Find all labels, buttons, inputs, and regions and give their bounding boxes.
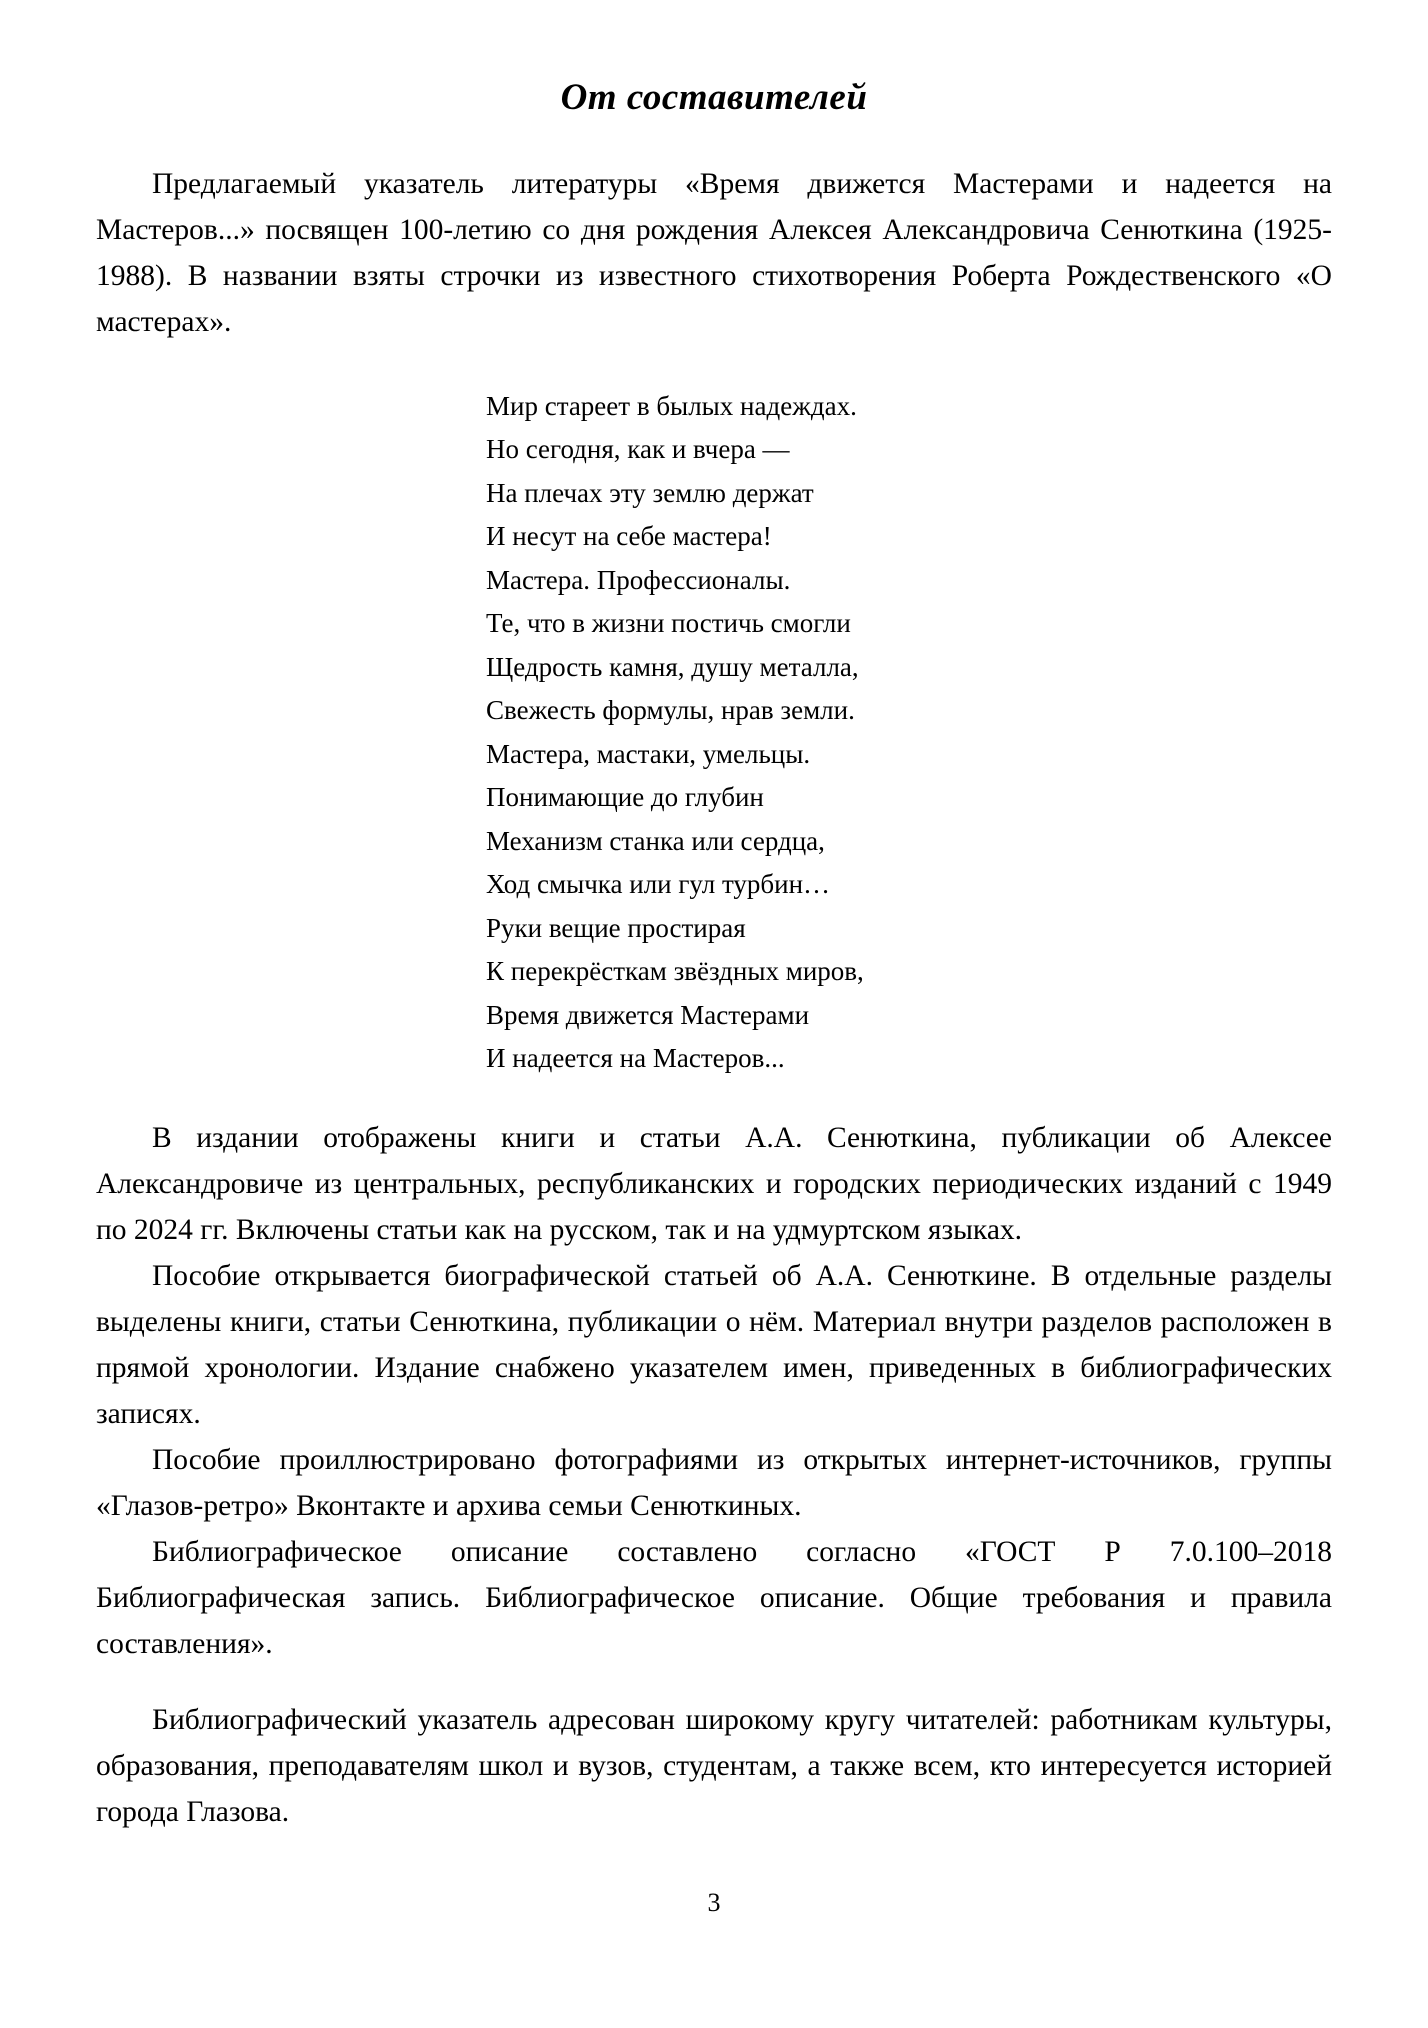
poem-line: Те, что в жизни постичь смогли — [486, 608, 851, 639]
body-paragraph-contents: В издании отображены книги и статьи А.А. Сенюткина, публикации об Алексее Александровиче из центральных, республиканских и городских периодических изданий с 1949 по 2024 гг. Включены статьи как на русском, так и на удмуртском языках. — [96, 1121, 1332, 1246]
poem-line: Но сегодня, как и вчера — — [486, 434, 790, 465]
poem-line: Щедрость камня, душу металла, — [486, 651, 859, 682]
poem-line: Понимающие до глубин — [486, 782, 764, 813]
body-paragraph-structure: Пособие открывается биографической статьей об А.А. Сенюткине. В отдельные разделы выделены книги, статьи Сенюткина, публикации о нём. Материал внутри разделов расположен в прямой хронологии. Издание снабжено указателем имен, приведенных в библиографических записях. — [96, 1259, 1332, 1430]
poem-line: На плечах эту землю держат — [486, 477, 814, 508]
poem-line: Свежесть формулы, нрав земли. — [486, 695, 855, 726]
page-content — [96, 78, 1332, 1835]
poem-block — [96, 385, 1332, 1081]
body-paragraph-illustrations: Пособие проиллюстрировано фотографиями из открытых интернет-источников, группы «Глазов-ретро» Вконтакте и архива семьи Сенюткиных. — [96, 1443, 1332, 1522]
poem-line: Руки вещие простирая — [486, 912, 746, 943]
poem-line: К перекрёсткам звёздных миров, — [486, 956, 864, 987]
poem-line: И несут на себе мастера! — [486, 521, 772, 552]
poem-line: Мир стареет в былых надеждах. — [486, 390, 857, 421]
poem-line: Ход смычка или гул турбин… — [486, 869, 831, 900]
body-paragraph-gost: Библиографическое описание составлено согласно «ГОСТ Р 7.0.100–2018 Библиографическая запись. Библиографическое описание. Общие требования и правила составления». — [96, 1535, 1332, 1660]
paragraph-spacer — [96, 1667, 1332, 1697]
poem-line: Мастера. Профессионалы. — [486, 564, 791, 595]
page-number: 3 — [707, 1888, 721, 1917]
page-title: От составителей — [560, 77, 868, 118]
intro-paragraph: Предлагаемый указатель литературы «Время движется Мастерами и надеется на Мастеров...» посвящен 100-летию со дня рождения Алексея Александровича Сенюткина (1925-1988). В названии взяты строчки из известного стихотворения Роберта Рождественского «О мастерах». — [96, 167, 1332, 338]
poem-line: И надеется на Мастеров... — [486, 1043, 785, 1074]
poem-line: Механизм станка или сердца, — [486, 825, 825, 856]
poem-line: Время движется Мастерами — [486, 999, 810, 1030]
body-paragraph-audience: Библиографический указатель адресован широкому кругу читателей: работникам культуры, образования, преподавателям школ и вузов, студентам, а также всем, кто интересуется историей города Глазова. — [96, 1703, 1332, 1828]
poem-line: Мастера, мастаки, умельцы. — [486, 738, 811, 769]
